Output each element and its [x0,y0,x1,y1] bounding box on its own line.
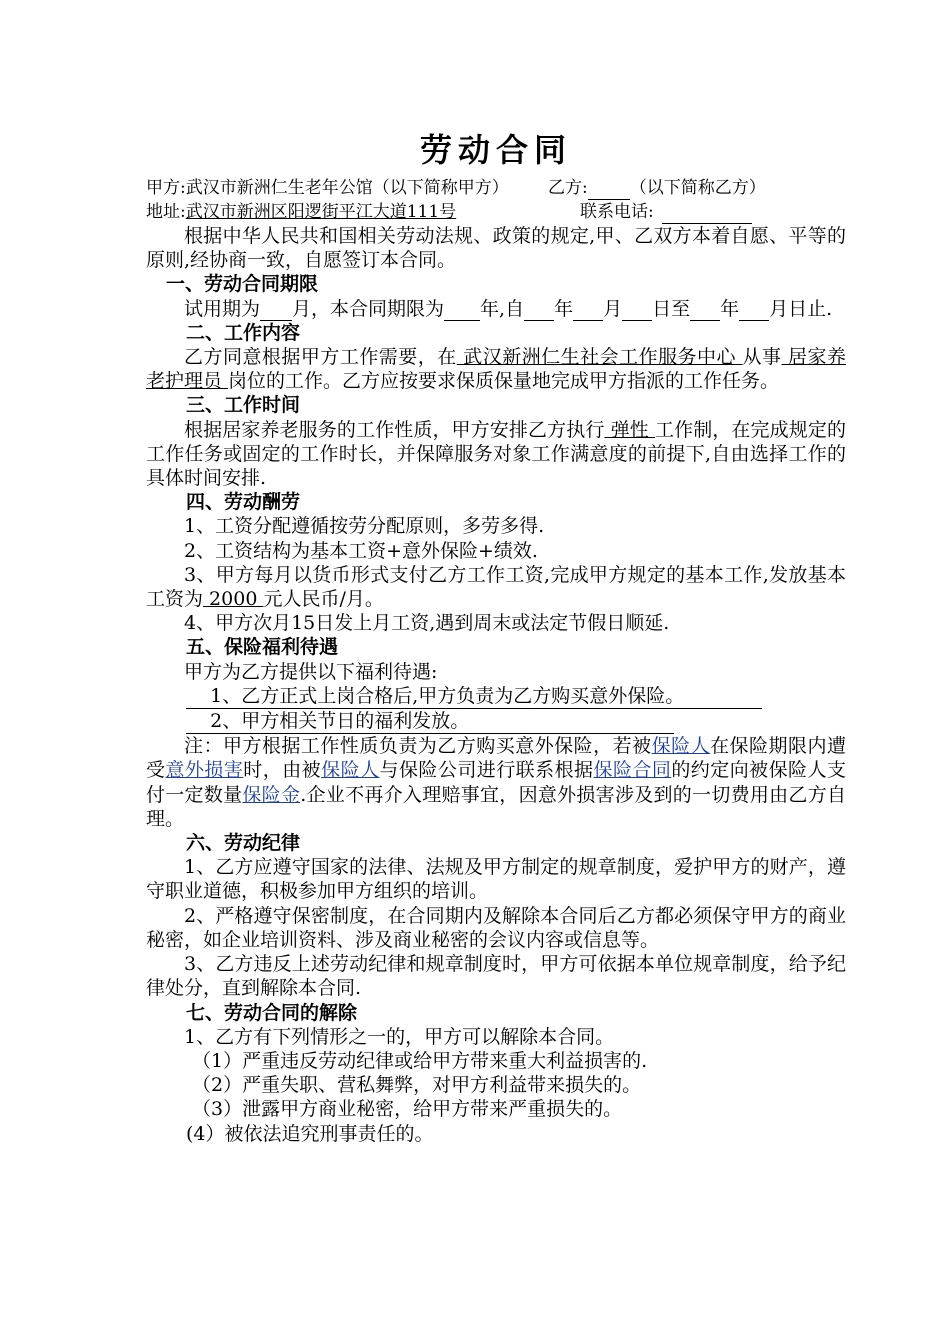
section-6-item-2: 2、严格遵守保密制度，在合同期内及解除本合同后乙方都必须保守甲方的商业秘密，如企业培训资料、涉及商业秘密的会议内容或信息等。 [146,904,846,951]
benefit-2: 2、甲方相关节日的福利发放。 [146,709,846,734]
benefit-1: 1、乙方正式上岗合格后,甲方负责为乙方购买意外保险。 [146,684,846,709]
section-2-heading: 二、工作内容 [186,321,301,344]
section-4-heading: 四、劳动酬劳 [186,491,301,514]
link-insured-2[interactable]: 保险人 [321,759,380,782]
section-6-heading: 六、劳动纪律 [186,832,301,855]
section-7-item-1: 1、乙方有下列情形之一的，甲方可以解除本合同。 [184,1025,615,1048]
document-body [146,126,846,1146]
section-6-item-3: 3、乙方违反上述劳动纪律和规章制度时，甲方可依据本单位规章制度，给予纪律处分，直到解除本合同. [146,953,846,1000]
party-b-blank [588,181,630,200]
section-4-item-3: 3、甲方每月以货币形式支付乙方工作工资,完成甲方规定的基本工作,发放基本工资为 2000 元人民币/月。 [146,563,846,611]
section-5-heading: 五、保险福利待遇 [186,636,339,659]
section-7-clause-1: （1）严重违反劳动纪律或给甲方带来重大利益损害的. [192,1049,648,1072]
address-label: 地址: [146,202,186,222]
section-4-item-4: 4、甲方次月15日发上月工资,遇到周末或法定节假日顺延. [184,612,670,635]
work-post: 居家养老护理员 [146,346,846,393]
party-b: 乙方: （以下简称乙方） [548,178,766,198]
section-4-item-1: 1、工资分配遵循按劳分配原则，多劳多得. [184,515,545,538]
salary-value: 2000 [203,588,264,611]
work-place: 武汉新洲仁生社会工作服务中心 [456,346,743,369]
address-value: 武汉市新洲区阳逻街平江大道111号 [185,202,457,222]
party-a: 甲方:武汉市新洲仁生老年公馆（以下简称甲方） [146,178,509,198]
section-4-item-2: 2、工资结构为基本工资+意外保险+绩效. [184,539,538,562]
section-7-heading: 七、劳动合同的解除 [186,1001,358,1024]
section-3-body: 根据居家养老服务的工作性质，甲方安排乙方执行 弹性 工作制，在完成规定的工作任务或固定的工作时长，并保障服务对象工作满意度的前提下,自由选择工作的具体时间安排. [146,418,846,490]
link-accident-damage[interactable]: 意外损害 [165,759,244,782]
section-1-body: 试用期为 月，本合同期限为 年,自 年 月 日至 年 月日止. [184,297,833,320]
section-7-clause-4: (4）被依法追究刑事责任的。 [186,1122,434,1145]
page-title: 劳动合同 [419,131,572,169]
party-line [146,176,846,200]
section-1-heading: 一、劳动合同期限 [166,273,319,296]
phone: 联系电话: [580,200,752,224]
intro-paragraph: 根据中华人民共和国相关劳动法规、政策的规定,甲、乙双方本着自愿、平等的原则,经协商一致，自愿签订本合同。 [146,225,846,272]
section-3-heading: 三、工作时间 [186,394,301,417]
address-line [146,200,846,224]
section-6-item-1: 1、乙方应遵守国家的法律、法规及甲方制定的规章制度，爱护甲方的财产，遵守职业道德，积极参加甲方组织的培训。 [146,856,846,903]
link-insurance-contract[interactable]: 保险合同 [593,759,672,782]
section-5-note: 注：甲方根据工作性质负责为乙方购买意外保险，若被保险人在保险期限内遭受意外损害时，由被保险人与保险公司进行联系根据保险合同的约定向被保险人支付一定数量保险金.企业不再介入理赔事宜，因意外损害涉及到的一切费用由乙方自理。 [146,735,846,830]
section-5-intro: 甲方为乙方提供以下福利待遇: [184,660,438,683]
section-2-body: 乙方同意根据甲方工作需要，在 武汉新洲仁生社会工作服务中心 从事 居家养老护理员 岗位的工作。乙方应按要求保质保量地完成甲方指派的工作任务。 [146,346,846,393]
work-mode: 弹性 [604,418,655,441]
link-insurance-payment[interactable]: 保险金 [242,783,301,806]
link-insured-1[interactable]: 保险人 [651,735,711,758]
phone-blank [662,205,752,224]
section-7-clause-2: （2）严重失职、营私舞弊，对甲方利益带来损失的。 [192,1074,642,1097]
section-7-clause-3: （3）泄露甲方商业秘密，给甲方带来严重损失的。 [192,1098,623,1121]
